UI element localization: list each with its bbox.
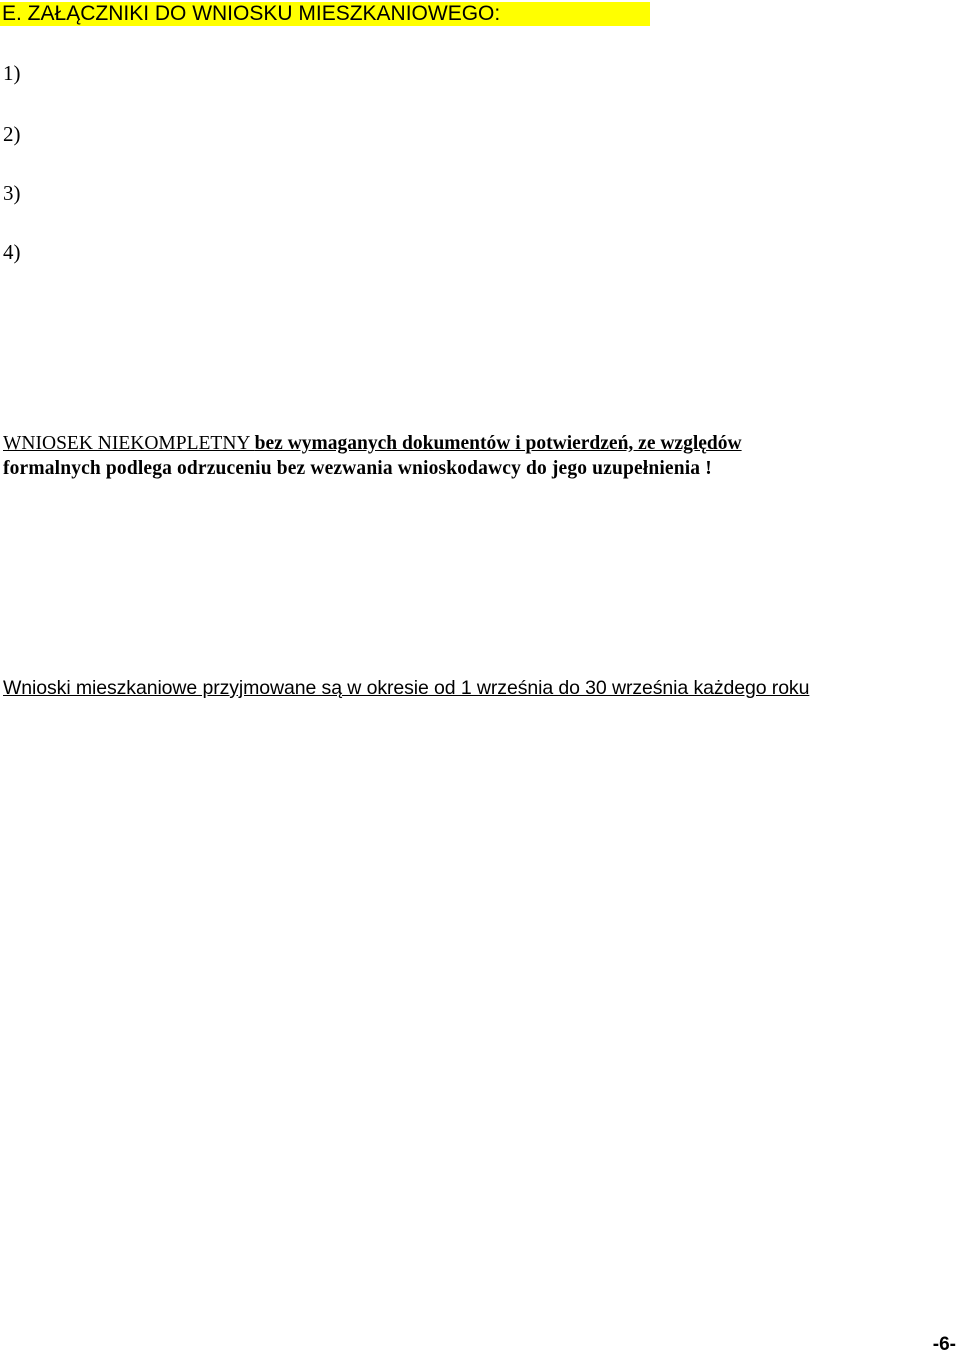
warning-bold-line-2: formalnych podlega odrzuceniu bez wezwania wnioskodawcy do jego uzupełnienia ! — [3, 458, 712, 479]
warning-line-1 — [3, 431, 953, 456]
attachment-item-3: 3) — [3, 181, 21, 205]
attachment-item-1: 1) — [3, 61, 21, 85]
warning-bold-line-1: bez wymaganych dokumentów i potwierdzeń, ze względów — [254, 433, 742, 454]
incomplete-application-warning — [3, 431, 953, 481]
warning-lead: WNIOSEK NIEKOMPLETNY — [3, 433, 255, 454]
attachment-item-4: 4) — [3, 240, 21, 264]
submission-period-note: Wnioski mieszkaniowe przyjmowane są w okresie od 1 września do 30 września każdego roku — [3, 677, 810, 699]
page-number: -6- — [932, 1334, 956, 1355]
section-heading: E. ZAŁĄCZNIKI DO WNIOSKU MIESZKANIOWEGO: — [0, 2, 650, 26]
attachment-item-2: 2) — [3, 122, 21, 146]
